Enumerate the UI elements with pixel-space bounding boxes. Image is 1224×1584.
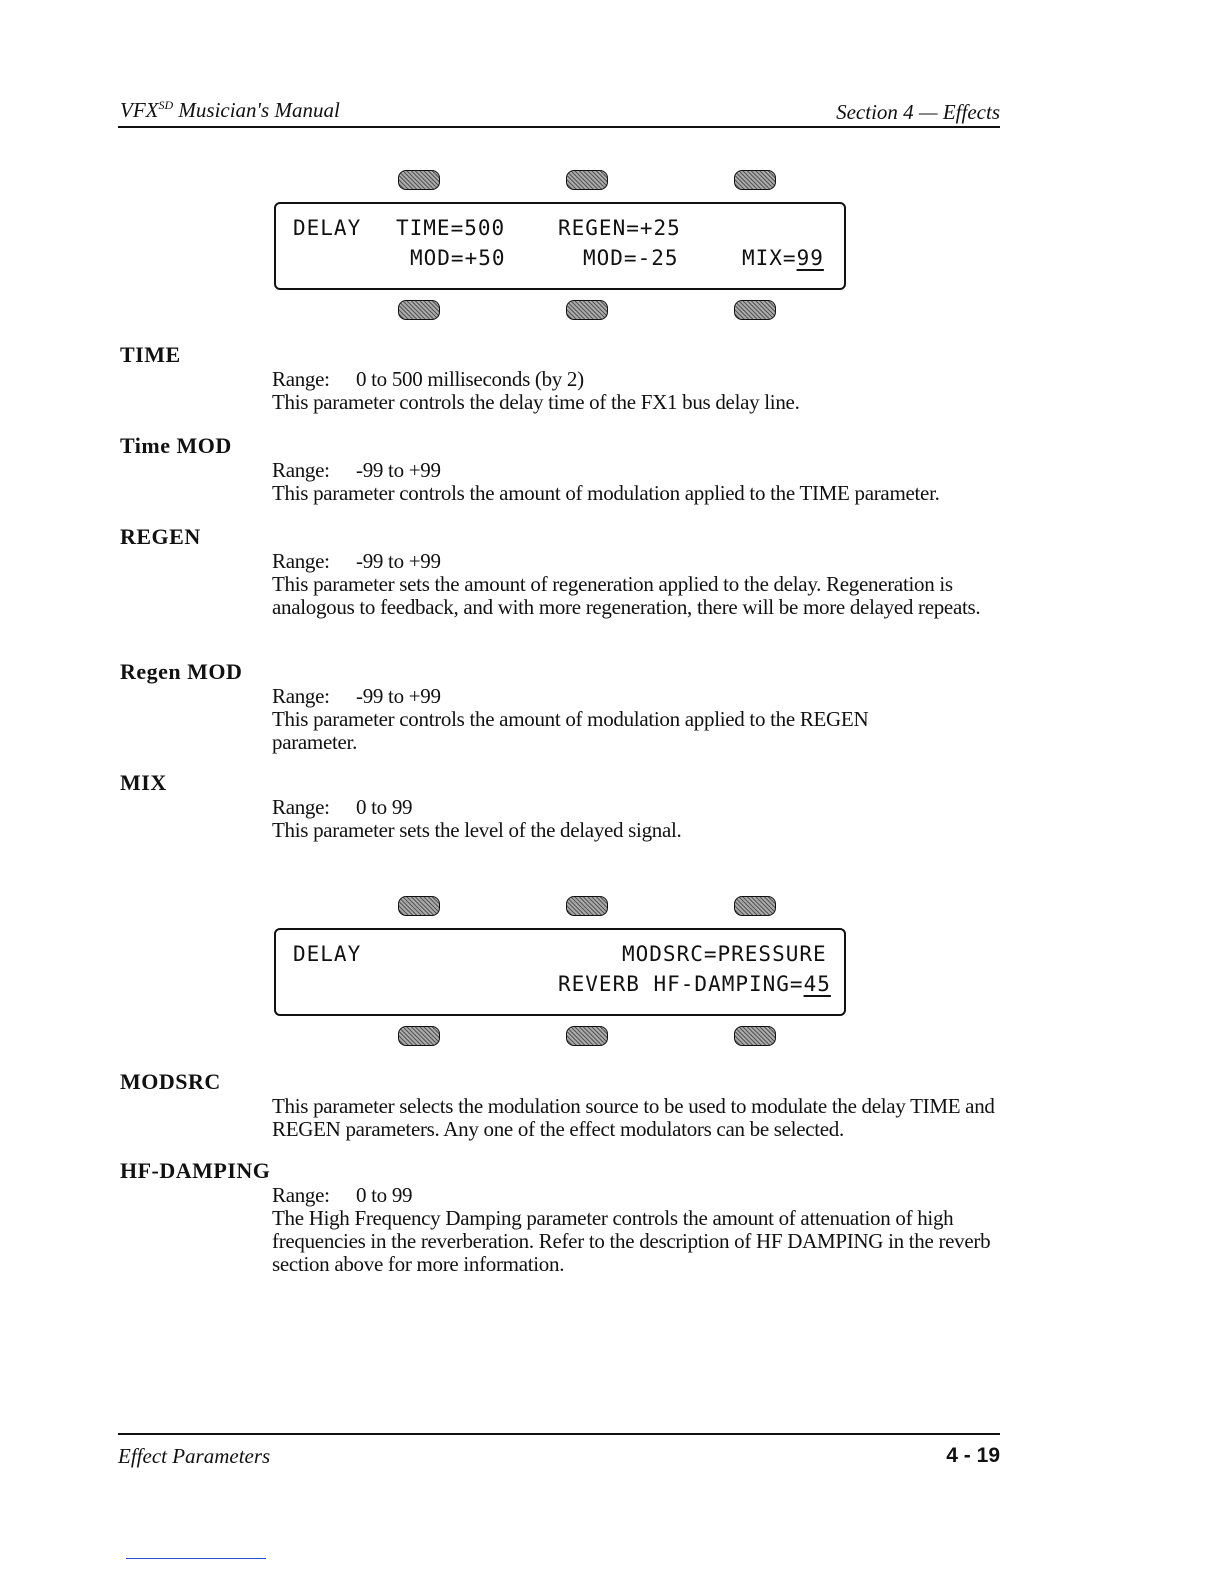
soft-button-top-2[interactable] (566, 170, 608, 190)
param-desc-hf-damping: Range: 0 to 99 The High Frequency Damping parameter controls the amount of attenuation of high frequencies in the reverberation. Refer to the description of HF DAMPING in the reverb section above for more information. (272, 1183, 991, 1276)
header-rule (118, 126, 1000, 128)
lcd-regen-value: REGEN=+25 (558, 216, 681, 240)
lcd-modsrc-value: MODSRC=PRESSURE (622, 942, 827, 966)
lcd-mix-value: MIX=99 (742, 246, 824, 270)
lcd-cursor-value: 45 (803, 972, 831, 996)
lcd-regen-mod-value: MOD=-25 (583, 246, 679, 270)
soft-button-top-1[interactable] (398, 896, 440, 916)
footer-rule (118, 1433, 1000, 1435)
param-desc-mix: Range: 0 to 99 This parameter sets the level of the delayed signal. (272, 795, 682, 842)
param-name-regen-mod: Regen MOD (120, 659, 243, 684)
soft-button-bottom-1[interactable] (398, 300, 440, 320)
param-desc-modsrc: This parameter selects the modulation source to be used to modulate the delay TIME and REGEN parameters. Any one of the effect modulators can be selected. (272, 1094, 995, 1141)
param-desc-regen-mod: Range: -99 to +99 This parameter controls the amount of modulation applied to the REGEN parameter. (272, 684, 869, 754)
soft-button-bottom-3[interactable] (734, 300, 776, 320)
param-name-hf-damping: HF-DAMPING (120, 1158, 271, 1183)
scan-mark-line (126, 1558, 266, 1559)
lcd-delay-label: DELAY (293, 216, 362, 240)
section-title: Section 4 — Effects (836, 100, 1000, 124)
page-number: 4 - 19 (946, 1444, 1000, 1467)
soft-button-top-2[interactable] (566, 896, 608, 916)
lcd-hf-damping-value: REVERB HF-DAMPING=45 (558, 972, 831, 996)
param-name-mix: MIX (120, 770, 167, 795)
lcd-time-value: TIME=500 (396, 216, 506, 240)
soft-button-bottom-1[interactable] (398, 1026, 440, 1046)
param-desc-time-mod: Range: -99 to +99 This parameter controls the amount of modulation applied to the TIME parameter. (272, 458, 940, 505)
soft-button-top-1[interactable] (398, 170, 440, 190)
lcd-screen-1 (274, 202, 846, 290)
param-name-time: TIME (120, 342, 181, 367)
param-name-regen: REGEN (120, 524, 201, 549)
lcd-cursor-value: 99 (796, 246, 824, 270)
manual-title: $VFX^{SD}$ Musician's Manual (120, 98, 340, 122)
soft-button-bottom-2[interactable] (566, 300, 608, 320)
chapter-title: Effect Parameters (118, 1444, 271, 1468)
param-desc-regen: Range: -99 to +99 This parameter sets the amount of regeneration applied to the delay. Regeneration is analogous to feedback, and with more regeneration, there will be more delayed repeats. (272, 549, 981, 619)
soft-button-bottom-2[interactable] (566, 1026, 608, 1046)
lcd-screen-2 (274, 928, 846, 1016)
soft-button-top-3[interactable] (734, 896, 776, 916)
param-name-modsrc: MODSRC (120, 1069, 221, 1094)
param-desc-time: Range: 0 to 500 milliseconds (by 2) This parameter controls the delay time of the FX1 bus delay line. (272, 367, 800, 414)
lcd-time-mod-value: MOD=+50 (410, 246, 506, 270)
lcd-delay-label: DELAY (293, 942, 362, 966)
soft-button-top-3[interactable] (734, 170, 776, 190)
param-name-time-mod: Time MOD (120, 433, 232, 458)
soft-button-bottom-3[interactable] (734, 1026, 776, 1046)
